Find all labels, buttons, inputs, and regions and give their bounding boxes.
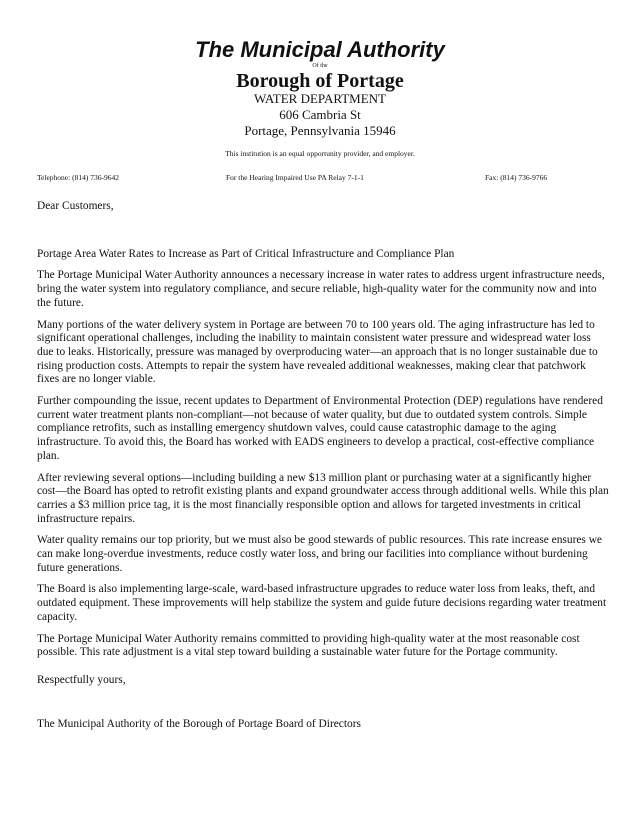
equal-opportunity-notice: This institution is an equal opportunity provider, and employer. (225, 149, 415, 158)
paragraph: After reviewing several options—including building a new $13 million plant or purchasing water at a significantly higher cost—the Board has opted to retrofit existing plants and expand groundwater access through additional wells. While this plan carries a $3 million price tag, it is the most financially responsible option and allows for targeted investments in critical infrastructure repairs. (37, 471, 609, 525)
city-state-zip: Portage, Pennsylvania 15946 (244, 123, 396, 138)
paragraph: The Portage Municipal Water Authority announces a necessary increase in water rates to address urgent infrastructure needs, bring the water system into regulatory compliance, and secure reliable, high-quality water for the community now and into the future. (37, 269, 605, 309)
borough-name: Borough of Portage (236, 70, 404, 92)
letter-body (37, 200, 609, 731)
telephone-number: Telephone: (814) 736-9642 (37, 173, 119, 182)
closing: Respectfully yours, (37, 673, 126, 686)
fax-number: Fax: (814) 736-9766 (485, 173, 548, 182)
organization-name: The Municipal Authority (195, 37, 445, 62)
department-name: WATER DEPARTMENT (254, 91, 386, 106)
paragraph: The Portage Municipal Water Authority remains committed to providing high-quality water at the most reasonable cost possible. This rate adjustment is a vital step toward building a sustainable water future for the Portage community. (37, 632, 580, 659)
paragraph: Further compounding the issue, recent updates to Department of Environmental Protection (DEP) regulations have rendered current water treatment plants non-compliant—not because of water quality, but due to outdated system controls. Simple compliance retrofits, such as installing emergency shutdown valves, could cause catastrophic damage to the aging infrastructure. To avoid this, the Board has worked with EADS engineers to develop a practical, cost-effective compliance plan. (37, 395, 603, 462)
salutation: Dear Customers, (37, 200, 114, 212)
letterhead (0, 38, 640, 159)
paragraph: Water quality remains our top priority, but we must also be good stewards of public resources. This rate increase ensures we can make long-overdue investments, reduce costly water loss, and bring our facilities into compliance without burdening future generations. (37, 534, 602, 574)
letter-subject: Portage Area Water Rates to Increase as Part of Critical Infrastructure and Compliance Plan (37, 247, 455, 260)
street-address: 606 Cambria St (279, 107, 361, 122)
relay-service-note: For the Hearing Impaired Use PA Relay 7-1-1 (226, 173, 364, 182)
paragraph: Many portions of the water delivery system in Portage are between 70 to 100 years old. The aging infrastructure has led to significant operational challenges, including the inability to maintain consistent water pressure and widespread water loss due to leaks. Historically, pressure was managed by overproducing water—an approach that is no longer sustainable due to rising production costs. Attempts to repair the system have revealed additional weaknesses, making clear that patchwork fixes are no longer viable. (37, 318, 598, 386)
of-the-label: Of the (312, 63, 328, 69)
paragraph: The Board is also implementing large-scale, ward-based infrastructure upgrades to reduce water loss from leaks, theft, and outdated equipment. These improvements will help stabilize the system and guide future decisions regarding water treatment capacity. (37, 583, 607, 623)
signature-line: The Municipal Authority of the Borough of Portage Board of Directors (37, 717, 361, 730)
